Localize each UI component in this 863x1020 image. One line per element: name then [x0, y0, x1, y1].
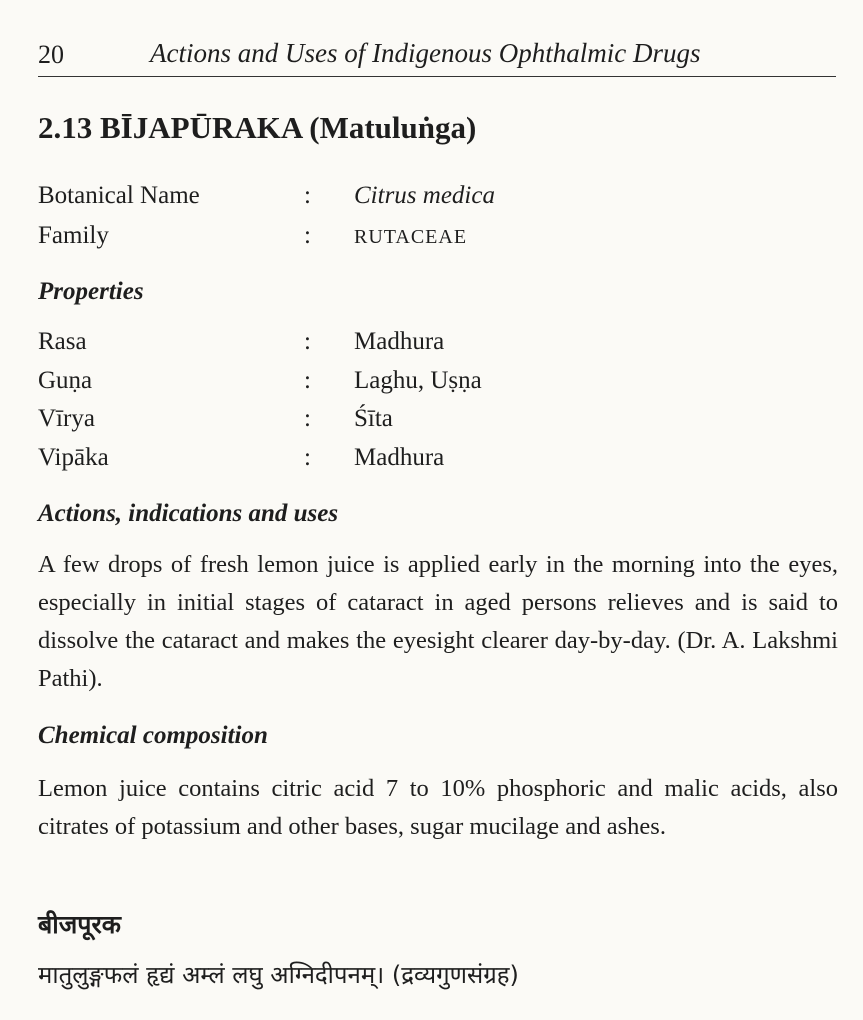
property-value: Madhura: [354, 444, 445, 471]
property-value: Laghu, Uṣṇa: [354, 367, 482, 394]
property-row-virya: [38, 405, 838, 441]
actions-paragraph: A few drops of fresh lemon juice is applied early in the morning into the eyes, especially in initial stages of cataract in aged persons relieves and is said to dissolve the cataract and makes the eyesight clearer day-by-day. (Dr. A. Lakshmi Pathi).: [38, 551, 838, 692]
page-number: 20: [38, 40, 64, 69]
properties-heading: Properties: [38, 278, 144, 305]
property-row-vipaka: [38, 444, 838, 480]
property-label: Vīrya: [38, 405, 95, 432]
family-row: [38, 222, 838, 258]
chemical-composition-paragraph: Lemon juice contains citric acid 7 to 10% phosphoric and malic acids, also citrates of potassium and other bases, sugar mucilage and ashes.: [38, 775, 838, 840]
property-label: Rasa: [38, 328, 87, 355]
running-header: [38, 36, 836, 77]
property-row-rasa: [38, 328, 838, 364]
botanical-name-label: Botanical Name: [38, 182, 200, 209]
actions-heading: Actions, indications and uses: [38, 500, 339, 527]
property-row-guna: [38, 367, 838, 403]
property-label: Guṇa: [38, 367, 93, 394]
colon-separator: :: [304, 444, 311, 471]
colon-separator: :: [304, 222, 311, 249]
botanical-name-value: Citrus medica: [354, 182, 495, 209]
chemical-composition-heading: Chemical composition: [38, 722, 268, 749]
sanskrit-verse: मातुलुङ्गफलं हृद्यं अम्लं लघु अग्निदीपनम्। (द्रव्यगुणसंग्रह): [38, 961, 519, 989]
property-value: Madhura: [354, 328, 445, 355]
colon-separator: :: [304, 405, 311, 432]
botanical-name-row: [38, 182, 838, 218]
sanskrit-heading: बीजपूरक: [38, 910, 121, 939]
colon-separator: :: [304, 182, 311, 209]
section-title: 2.13 BĪJAPŪRAKA (Matuluṅga): [38, 110, 477, 145]
family-value: RUTACEAE: [354, 226, 468, 248]
colon-separator: :: [304, 367, 311, 394]
property-value: Śīta: [354, 405, 393, 432]
running-title: Actions and Uses of Indigenous Ophthalmic Drugs: [150, 38, 701, 68]
property-label: Vipāka: [38, 444, 109, 471]
colon-separator: :: [304, 328, 311, 355]
family-label: Family: [38, 222, 109, 249]
